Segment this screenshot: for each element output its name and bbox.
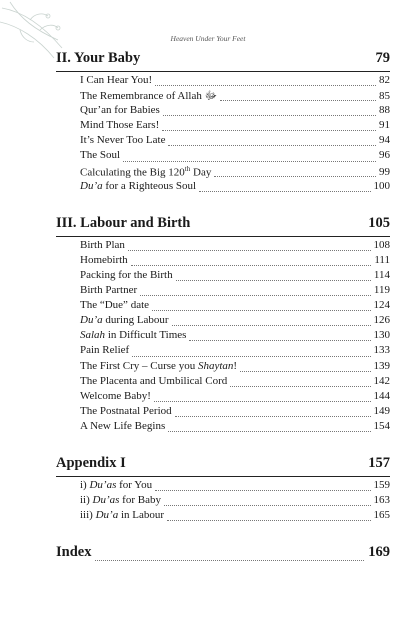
- table-of-contents: [56, 50, 390, 567]
- entry-page-number: 124: [373, 299, 390, 312]
- entry-title: Birth Plan: [80, 238, 125, 251]
- toc-entry[interactable]: [56, 89, 390, 104]
- entry-page-number: 100: [373, 179, 390, 192]
- index-title: Index: [56, 544, 92, 561]
- toc-entry[interactable]: [56, 239, 390, 254]
- entry-title: It’s Never Too Late: [80, 134, 166, 147]
- section-heading[interactable]: [56, 455, 390, 477]
- toc-entry[interactable]: [56, 314, 390, 329]
- toc-entry[interactable]: [56, 390, 390, 405]
- entry-page-number: 96: [379, 149, 390, 162]
- entry-title: iii) Du’a in Labour: [80, 509, 165, 522]
- entry-title: A New Life Begins: [80, 419, 166, 432]
- entry-page-number: 149: [373, 404, 390, 417]
- section-title: II. Your Baby: [56, 50, 141, 66]
- entry-title: The Placenta and Umbilical Cord: [80, 374, 228, 387]
- entry-page-number: 139: [373, 359, 390, 372]
- entry-page-number: 130: [373, 329, 390, 342]
- section-heading[interactable]: [56, 50, 390, 72]
- index-page-number: 169: [368, 544, 390, 561]
- toc-entry[interactable]: [56, 134, 390, 149]
- entry-title: Packing for the Birth: [80, 268, 173, 281]
- entry-page-number: 91: [379, 119, 390, 132]
- entry-page-number: 163: [373, 494, 390, 507]
- entry-title: Du’a during Labour: [80, 314, 169, 327]
- entry-page-number: 144: [373, 389, 390, 402]
- toc-entry[interactable]: [56, 104, 390, 119]
- entry-page-number: 154: [373, 419, 390, 432]
- entry-title: Pain Relief: [80, 344, 130, 357]
- entry-page-number: 159: [373, 478, 390, 491]
- toc-entry[interactable]: [56, 165, 390, 180]
- toc-entry[interactable]: [56, 375, 390, 390]
- entry-title: Salah in Difficult Times: [80, 329, 187, 342]
- entry-title: Mind Those Ears!: [80, 119, 160, 132]
- entry-page-number: 119: [373, 284, 390, 297]
- toc-entry[interactable]: [56, 74, 390, 89]
- entry-page-number: 133: [373, 344, 390, 357]
- entry-title: Welcome Baby!: [80, 389, 151, 402]
- entry-title: i) Du’as for You: [80, 478, 153, 491]
- section-title: Appendix I: [56, 454, 126, 471]
- section-title: III. Labour and Birth: [56, 214, 191, 231]
- toc-entry[interactable]: [56, 329, 390, 344]
- toc-entry[interactable]: [56, 479, 390, 494]
- toc-section: [56, 215, 390, 435]
- toc-entry[interactable]: [56, 180, 390, 195]
- toc-entry[interactable]: [56, 269, 390, 284]
- section-page-number: 157: [368, 454, 390, 471]
- toc-entry[interactable]: [56, 149, 390, 164]
- entry-title: Du’a for a Righteous Soul: [80, 179, 197, 192]
- toc-entry[interactable]: [56, 119, 390, 134]
- entry-page-number: 94: [379, 134, 390, 147]
- toc-entry[interactable]: [56, 494, 390, 509]
- entry-page-number: 165: [373, 509, 390, 522]
- index-heading[interactable]: [56, 544, 390, 565]
- entry-title: Birth Partner: [80, 284, 138, 297]
- toc-entry[interactable]: [56, 509, 390, 524]
- entry-title: Qur’an for Babies: [80, 104, 160, 117]
- toc-entry[interactable]: [56, 299, 390, 314]
- entry-title: The Remembrance of Allah ﷻ: [80, 90, 218, 103]
- entry-title: Calculating the Big 120th Day: [80, 164, 212, 179]
- section-page-number: 79: [375, 50, 390, 66]
- toc-entry[interactable]: [56, 405, 390, 420]
- toc-entry[interactable]: [56, 360, 390, 375]
- toc-section: [56, 50, 390, 195]
- entry-title: The First Cry – Curse you Shaytan!: [80, 359, 238, 372]
- running-header: Heaven Under Your Feet: [170, 34, 246, 43]
- toc-entry[interactable]: [56, 420, 390, 435]
- toc-entry[interactable]: [56, 344, 390, 359]
- entry-title: Homebirth: [80, 253, 128, 266]
- section-heading[interactable]: [56, 215, 390, 237]
- entry-page-number: 142: [373, 374, 390, 387]
- entry-page-number: 88: [379, 104, 390, 117]
- entry-title: The Soul: [80, 149, 121, 162]
- entry-title: The “Due” date: [80, 299, 150, 312]
- entry-page-number: 126: [373, 314, 390, 327]
- entry-page-number: 82: [379, 74, 390, 86]
- entry-title: The Postnatal Period: [80, 404, 172, 417]
- entry-page-number: 114: [373, 268, 390, 281]
- toc-entry[interactable]: [56, 254, 390, 269]
- entry-title: I Can Hear You!: [80, 74, 153, 86]
- toc-section: [56, 455, 390, 524]
- entry-page-number: 111: [374, 253, 390, 266]
- entry-page-number: 108: [373, 238, 390, 251]
- section-page-number: 105: [368, 214, 390, 231]
- entry-title: ii) Du’as for Baby: [80, 494, 161, 507]
- entry-page-number: 99: [379, 166, 390, 179]
- toc-entry[interactable]: [56, 284, 390, 299]
- entry-page-number: 85: [379, 90, 390, 103]
